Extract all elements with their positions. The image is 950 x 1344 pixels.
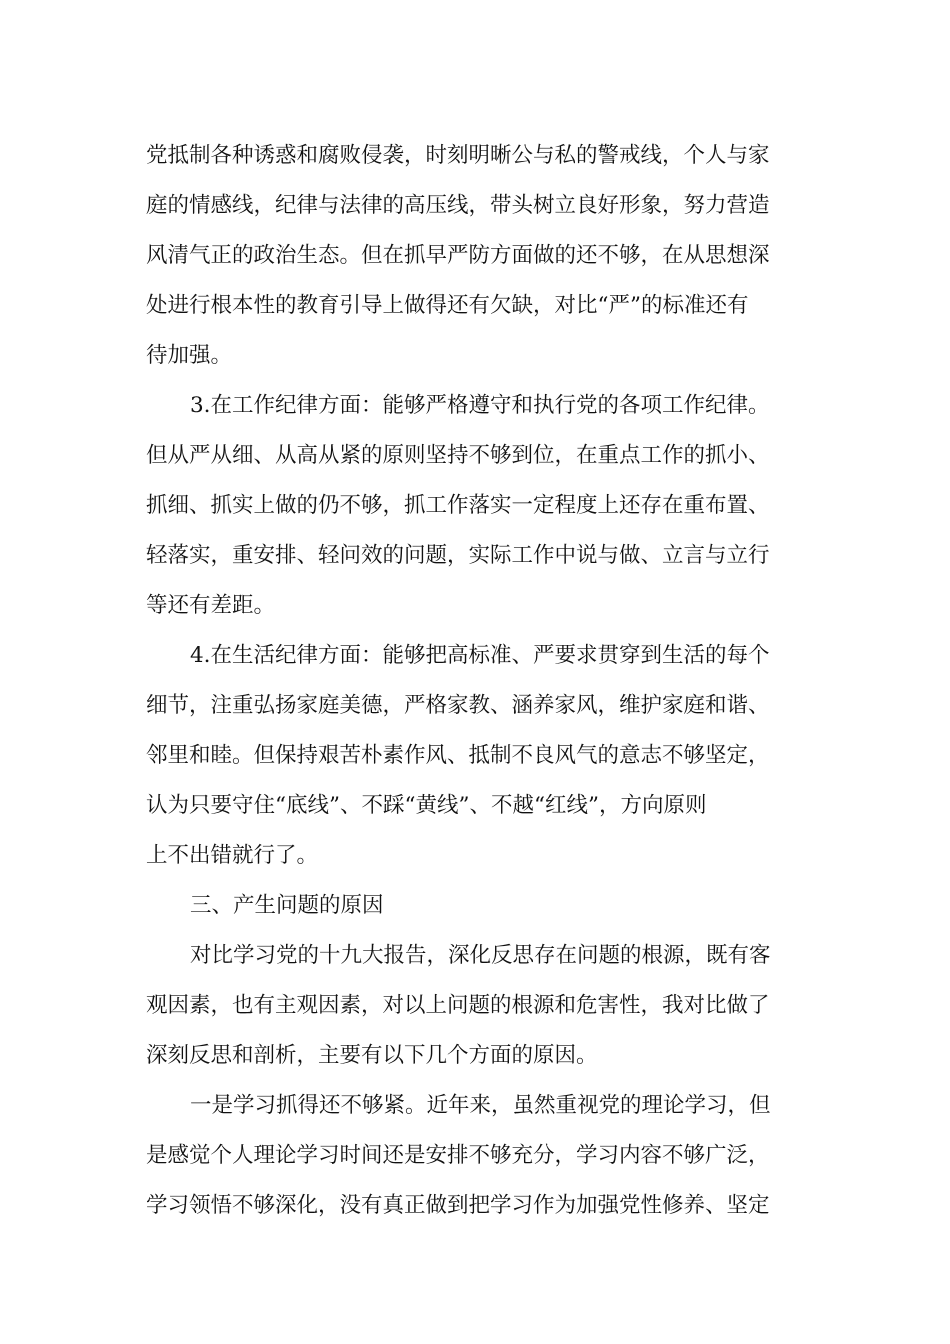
text-line: 风清气正的政治生态。但在抓早严防方面做的还不够，在从思想深 <box>146 243 770 268</box>
text-line: 观因素，也有主观因素，对以上问题的根源和危害性，我对比做了 <box>146 993 770 1018</box>
text-line: 一是学习抓得还不够紧。近年来，虽然重视党的理论学习，但 <box>190 1093 771 1118</box>
text-line: 是感觉个人理论学习时间还是安排不够充分，学习内容不够广泛， <box>146 1143 770 1168</box>
text-line: 邻里和睦。但保持艰苦朴素作风、抵制不良风气的意志不够坚定， <box>146 743 770 768</box>
text-line: 轻落实，重安排、轻问效的问题，实际工作中说与做、立言与立行 <box>146 543 770 568</box>
text-line: 对比学习党的十九大报告，深化反思存在问题的根源，既有客 <box>190 943 771 968</box>
text-line: 深刻反思和剖析，主要有以下几个方面的原因。 <box>146 1043 598 1068</box>
text-line: 党抵制各种诱惑和腐败侵袭，时刻明晰公与私的警戒线，个人与家 <box>146 143 770 168</box>
section-heading <box>146 881 810 931</box>
text-line: 上不出错就行了。 <box>146 843 319 868</box>
text-line: 庭的情感线，纪律与法律的高压线，带头树立良好形象，努力营造 <box>146 193 770 218</box>
heading-text: 三、产生问题的原因 <box>190 893 384 918</box>
text-line: 4.在生活纪律方面：能够把高标准、严要求贯穿到生活的每个 <box>190 643 770 668</box>
text-line: 认为只要守住“底线”、不踩“黄线”、不越“红线”，方向原则 <box>146 793 707 818</box>
text-line: 学习领悟不够深化，没有真正做到把学习作为加强党性修养、坚定 <box>146 1193 770 1218</box>
text-line: 但从严从细、从高从紧的原则坚持不够到位，在重点工作的抓小、 <box>146 443 770 468</box>
text-line: 细节，注重弘扬家庭美德，严格家教、涵养家风，维护家庭和谐、 <box>146 693 770 718</box>
text-line: 待加强。 <box>146 343 233 368</box>
text-line: 处进行根本性的教育引导上做得还有欠缺，对比“严”的标准还有 <box>146 293 749 318</box>
text-line: 抓细、抓实上做的仍不够，抓工作落实一定程度上还存在重布置、 <box>146 493 770 518</box>
paragraph-life-discipline <box>146 631 810 881</box>
paragraph-continuation <box>146 131 810 381</box>
paragraph-reason-one <box>146 1081 810 1231</box>
document-page <box>146 131 810 1231</box>
text-line: 等还有差距。 <box>146 593 276 618</box>
paragraph-reasons-intro <box>146 931 810 1081</box>
text-line: 3.在工作纪律方面：能够严格遵守和执行党的各项工作纪律。 <box>190 393 770 418</box>
paragraph-work-discipline <box>146 381 810 631</box>
